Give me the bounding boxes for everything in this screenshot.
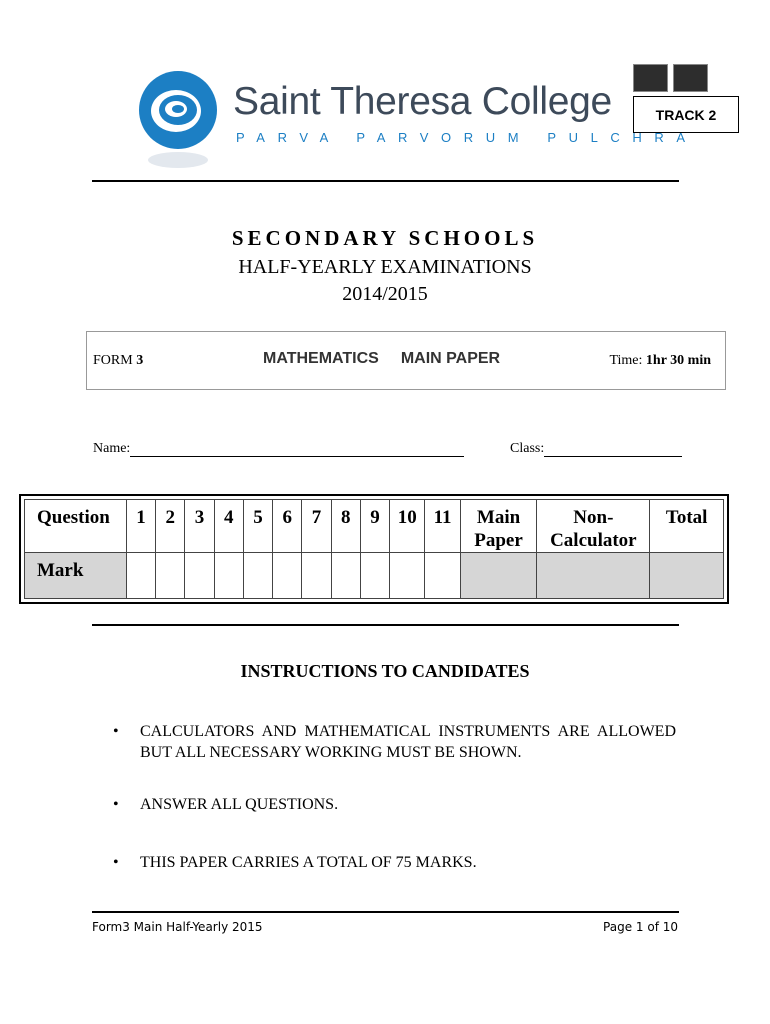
class-label: Class: <box>510 441 545 456</box>
title-schools: SECONDARY SCHOOLS <box>231 226 539 250</box>
mark-cell[interactable] <box>156 553 185 599</box>
question-number: 2 <box>156 500 185 553</box>
name-line[interactable] <box>130 445 464 457</box>
non-calculator-mark-cell[interactable] <box>537 553 650 599</box>
non-calculator-label: Calculator <box>550 530 637 551</box>
name-field[interactable] <box>93 441 464 457</box>
footer-divider <box>92 911 679 913</box>
question-number: 6 <box>273 500 302 553</box>
question-row <box>25 500 724 553</box>
track-marker-square <box>633 64 668 92</box>
question-number: 3 <box>185 500 214 553</box>
mark-cell[interactable] <box>360 553 389 599</box>
mark-cell[interactable] <box>331 553 360 599</box>
paper-type: MAIN PAPER <box>400 350 501 367</box>
form-label: FORM <box>93 353 133 368</box>
subject-name: MATHEMATICS <box>263 350 379 367</box>
time-info <box>609 353 711 369</box>
marks-table <box>19 494 729 604</box>
question-number: 8 <box>331 500 360 553</box>
question-number: 11 <box>425 500 460 553</box>
non-calculator-label: Non- <box>573 507 614 528</box>
total-header: Total <box>650 500 724 553</box>
question-number: 9 <box>360 500 389 553</box>
form-info <box>93 353 143 369</box>
main-paper-mark-cell[interactable] <box>460 553 537 599</box>
class-field[interactable] <box>510 441 682 457</box>
question-number: 1 <box>126 500 155 553</box>
instruction-text: THIS PAPER CARRIES A TOTAL OF 75 MARKS. <box>140 854 477 871</box>
college-motto: PARVA PARVORUM PULCHRA <box>236 130 698 145</box>
college-emblem-icon <box>138 70 222 170</box>
name-label: Name: <box>93 441 131 456</box>
mark-row <box>25 553 724 599</box>
mark-header: Mark <box>25 553 127 599</box>
mark-cell[interactable] <box>185 553 214 599</box>
question-number: 5 <box>243 500 272 553</box>
track-markers <box>633 64 709 92</box>
mark-cell[interactable] <box>243 553 272 599</box>
question-header: Question <box>25 500 127 553</box>
title-year: 2014/2015 <box>342 283 428 305</box>
header-divider <box>92 180 679 182</box>
subject-title <box>263 350 500 368</box>
footer-document-name: Form3 Main Half-Yearly 2015 <box>92 920 263 934</box>
mark-cell[interactable] <box>302 553 331 599</box>
track-label: TRACK 2 <box>633 96 739 133</box>
form-value: 3 <box>136 353 144 368</box>
mark-cell[interactable] <box>273 553 302 599</box>
table-divider <box>92 624 679 626</box>
bullet-icon: • <box>113 723 119 740</box>
footer-page-number: Page 1 of 10 <box>603 920 678 934</box>
non-calculator-header <box>537 500 650 553</box>
bullet-icon: • <box>113 854 119 871</box>
mark-cell[interactable] <box>390 553 425 599</box>
main-paper-header <box>460 500 537 553</box>
mark-cell[interactable] <box>126 553 155 599</box>
question-number: 7 <box>302 500 331 553</box>
main-paper-label: Paper <box>474 530 523 551</box>
title-exam: HALF-YEARLY EXAMINATIONS <box>238 256 532 278</box>
track-marker-square <box>673 64 708 92</box>
mark-cell[interactable] <box>214 553 243 599</box>
college-name: Saint Theresa College <box>233 80 612 123</box>
bullet-icon: • <box>113 796 119 813</box>
question-number: 10 <box>390 500 425 553</box>
time-value: 1hr 30 min <box>645 353 711 368</box>
paper-info-box <box>86 331 726 390</box>
total-mark-cell[interactable] <box>650 553 724 599</box>
mark-cell[interactable] <box>425 553 460 599</box>
time-label: Time: <box>609 353 643 368</box>
main-paper-label: Main <box>476 507 521 528</box>
class-line[interactable] <box>544 445 682 457</box>
instruction-text: CALCULATORS AND MATHEMATICAL INSTRUMENTS ARE ALLOWED BUT ALL NECESSARY WORKING MUST BE SHOWN. <box>140 723 676 761</box>
question-number: 4 <box>214 500 243 553</box>
instructions-title: INSTRUCTIONS TO CANDIDATES <box>240 661 530 681</box>
instruction-text: ANSWER ALL QUESTIONS. <box>140 796 339 813</box>
